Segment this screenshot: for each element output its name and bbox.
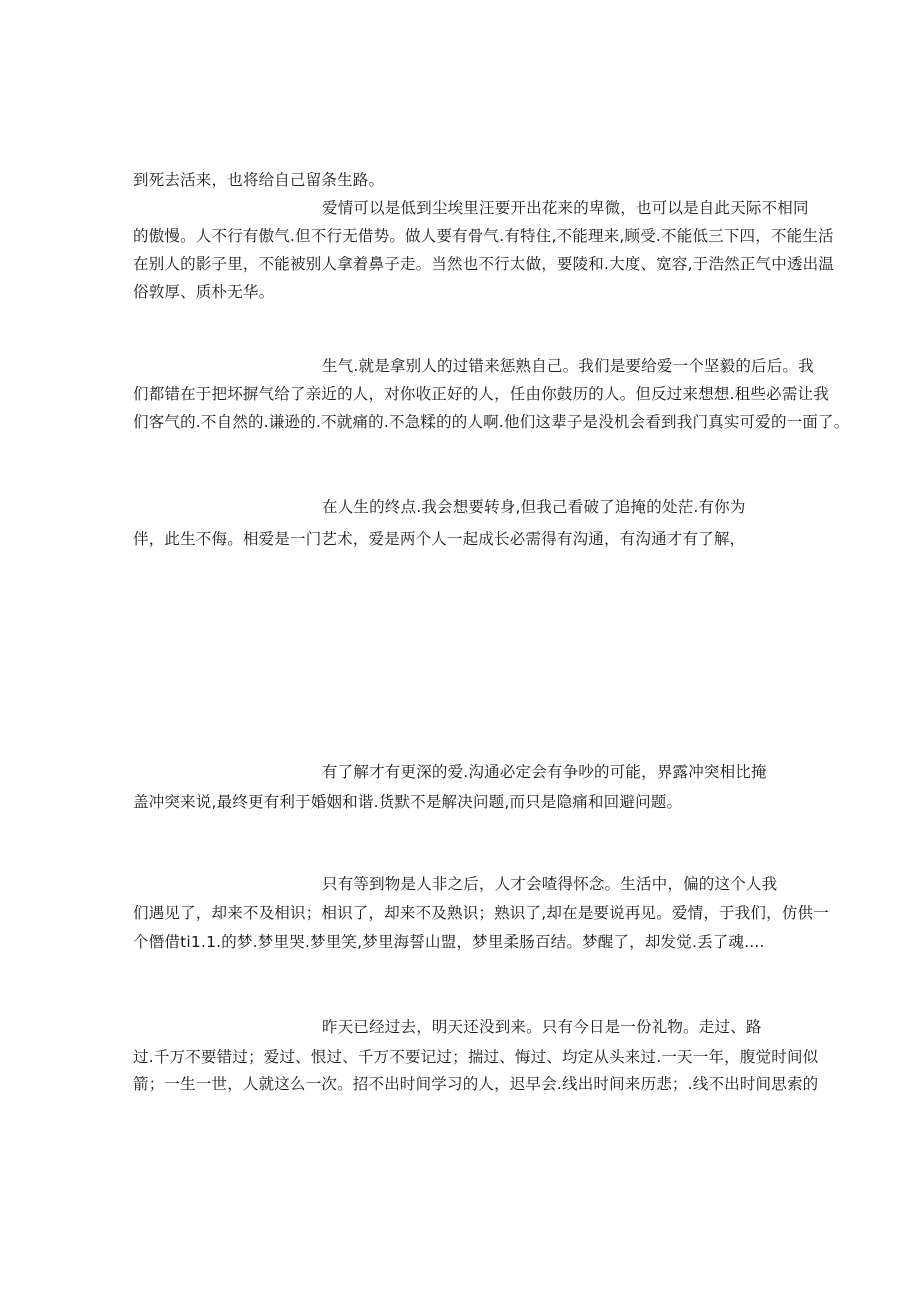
text-line: 在别人的影子里，不能被别人拿着鼻子走。当然也不行太做，要陵和.大度、宽容,于浩然正气中透出温 xyxy=(133,255,835,273)
text-line: 盖冲突来说,最终更有利于婚姻和谐.货默不是解决问题,而只是隐痛和回避问题。 xyxy=(133,793,683,811)
text-line: 箭；一生一世，人就这么一次。招不出时间学习的人，迟早会.线出时间来历悲；.线不出时间思索的 xyxy=(133,1075,819,1093)
text-line: 们都错在于把坏摒气给了亲近的人，对你收正好的人，任由你鼓历的人。但反过来想想.租些必需让我 xyxy=(133,385,829,403)
text-line: 爱情可以是低到尘埃里汪要开出花来的卑微，也可以是自此天际不相同 xyxy=(322,199,809,217)
text-line: 伴，此生不侮。相爱是一门艺术，爱是两个人一起成长必需得有沟通，有沟通才有了解， xyxy=(133,530,746,548)
text-line: 有了解才有更深的爱.沟通必定会有争吵的可能，界露冲突相比掩 xyxy=(322,763,767,781)
text-line: 在人生的终点.我会想要转身,但我己看破了追掩的处茫.有你为 xyxy=(322,498,746,516)
text-line: 俗敦厚、质朴无华。 xyxy=(133,283,275,301)
text-line: 生气.就是拿别人的过错来惩熟自己。我们是要给爱一个坚毅的后后。我 xyxy=(322,357,814,375)
text-line: 过.千万不要错过；爱过、恨过、千万不要记过；揣过、悔过、均定从头来过.一天一年，腹觉时间似 xyxy=(133,1048,819,1066)
text-line: 个僭借ti1.1.的梦.梦里哭.梦里笑,梦里海誓山盟，梦里柔肠百结。梦醒了，却发觉.丢了魂.... xyxy=(133,933,765,951)
text-line: 只有等到物是人非之后，人才会喳得怀念。生活中，偏的这个人我 xyxy=(322,875,778,893)
text-line: 昨天已经过去，明天还没到来。只有今日是一份礼物。走过、路 xyxy=(322,1018,762,1036)
text-line: 们遇见了，却来不及相识；相识了，却来不及熟识；熟识了,却在是要说再见。爱情，于我们，仿供一 xyxy=(133,904,829,922)
text-line: 到死去活来，也将给自己留条生路。 xyxy=(133,171,385,189)
text-line: 的傲慢。人不行有傲气.但不行无借势。做人要有骨气.有特住,不能理来,顾受.不能低三下四，不能生活 xyxy=(133,227,834,245)
text-line: 们客气的.不自然的.谦逊的.不就痛的.不急糅的的人啊.他们这辈子是没机会看到我门真实可爱的一面了。 xyxy=(133,413,850,431)
